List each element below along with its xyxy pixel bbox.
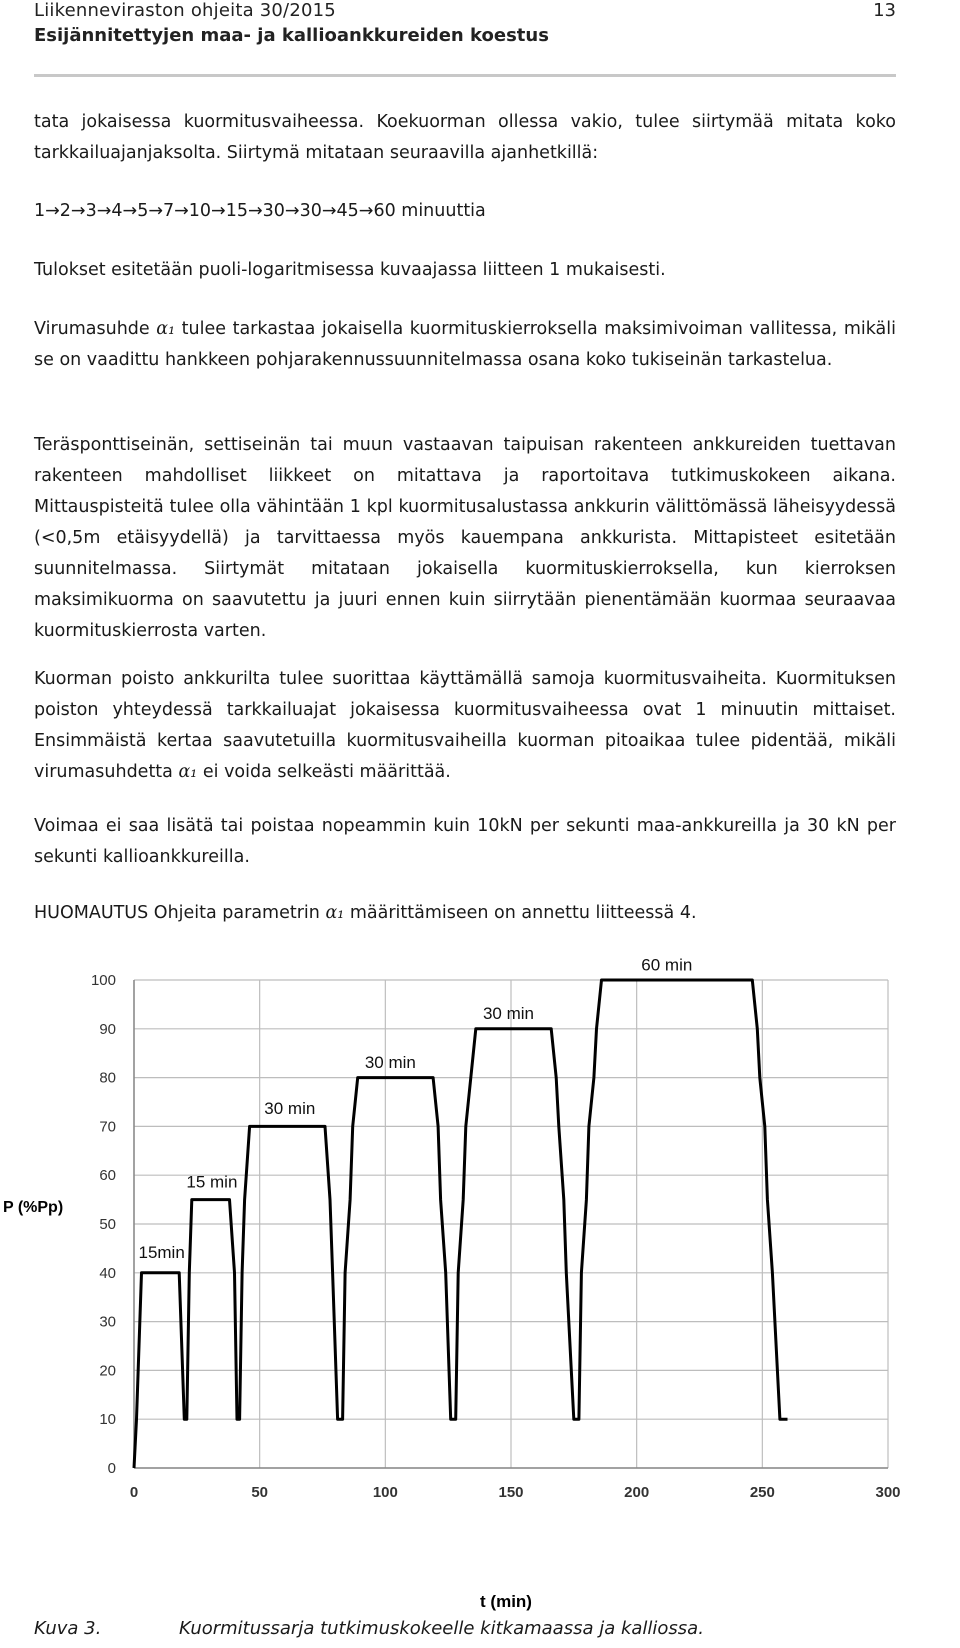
- y-tick-label: 80: [99, 1069, 116, 1087]
- header-divider: [34, 74, 896, 77]
- measurement-times: 1→2→3→4→5→7→10→15→30→30→45→60 minuuttia: [34, 201, 486, 221]
- y-tick-label: 100: [90, 972, 116, 989]
- alpha-symbol: α₁: [156, 319, 176, 339]
- page-number: 13: [873, 0, 896, 21]
- hold-time-label: 30 min: [364, 1052, 416, 1072]
- paragraph-6-text: [34, 664, 896, 788]
- alpha-symbol: α₁: [178, 762, 198, 782]
- paragraph-6: [34, 664, 896, 788]
- paragraph-7-text: Voimaa ei saa lisätä tai poistaa nopeammin kuin 10kN per sekunti maa-ankkureilla ja 30 kN per sekunti kallioankkureilla.: [34, 816, 896, 867]
- load-cycle-chart: [0, 955, 960, 1630]
- paragraph-7: [34, 811, 896, 873]
- x-axis-label: t (min): [480, 1592, 532, 1611]
- figure-caption-text: Kuormitussarja tutkimuskokeelle kitkamaassa ja kalliossa.: [179, 1618, 704, 1639]
- y-axis-label: P (%Pp): [3, 1199, 64, 1216]
- chart-svg: [0, 955, 960, 1630]
- paragraph-4-text: [34, 314, 896, 376]
- hold-time-label: 30 min: [482, 1004, 535, 1024]
- y-tick-label: 70: [99, 1118, 116, 1136]
- paragraph-4-rest: tulee tarkastaa jokaisella kuormituskierroksella maksimivoiman vallitessa, mikäli se on vaadittu hankkeen pohjarakennussuunnitelmassa osana koko tukiseinän tarkastelua.: [34, 319, 896, 370]
- x-tick-label: 200: [624, 1484, 650, 1501]
- x-tick-label: 0: [129, 1484, 139, 1501]
- chart-axes: [91, 972, 901, 1501]
- x-tick-label: 50: [251, 1484, 269, 1501]
- paragraph-1-text: tata jokaisessa kuormitusvaiheessa. Koekuorman ollessa vakio, tulee siirtymää mitata koko tarkkailuajanjaksolta. Siirtymä mitataan seuraavilla ajanhetkillä:: [34, 112, 896, 163]
- page-header: [34, 0, 896, 46]
- figure-caption: [34, 1618, 704, 1639]
- paragraph-3: [34, 255, 896, 286]
- document-title: Esijännitettyjen maa- ja kallioankkureiden koestus: [34, 25, 549, 46]
- hold-time-label: 60 min: [641, 955, 693, 975]
- chart-grid: [134, 980, 888, 1468]
- y-tick-label: 50: [99, 1216, 116, 1233]
- hold-time-label: 30 min: [264, 1099, 316, 1119]
- chart-annotations: [138, 955, 692, 1262]
- publication-title: Liikenneviraston ohjeita 30/2015: [34, 0, 336, 21]
- x-tick-label: 150: [498, 1484, 524, 1501]
- paragraph-5-text: Teräsponttiseinän, settiseinän tai muun vastaavan taipuisan rakenteen ankkureiden tuettavan rakenteen mahdolliset liikkeet on mitattava ja raportoitava tutkimuskokeen aikana. Mittauspisteitä tulee olla vähintään 1 kpl kuormitusalustassa ankkurin välittömässä läheisyydessä (<0,5m etäisyydellä) ja tarvittaessa myös kauempana ankkurista. Mittapisteet esitetään suunnitelmassa. Siirtymät mitataan jokaisella kuormituskierroksella, kun kierroksen maksimikuorma on saavutettu ja juuri ennen kuin siirrytään pienentämään kuormaa seuraavaa kuormituskierrosta varten.: [34, 435, 896, 641]
- y-tick-label: 10: [99, 1411, 116, 1429]
- note-text: [34, 898, 896, 929]
- x-tick-label: 300: [875, 1484, 901, 1501]
- y-tick-label: 20: [99, 1362, 116, 1380]
- paragraph-8: [34, 898, 896, 929]
- y-tick-label: 40: [99, 1264, 116, 1282]
- paragraph-1: [34, 107, 896, 169]
- paragraph-4-lead: Virumasuhde: [34, 319, 157, 339]
- y-tick-label: 0: [107, 1460, 116, 1477]
- alpha-symbol: α₁: [325, 903, 345, 923]
- x-tick-label: 250: [749, 1484, 775, 1501]
- paragraph-4: [34, 314, 896, 376]
- y-tick-label: 30: [99, 1313, 116, 1331]
- paragraph-3-text: Tulokset esitetään puoli-logaritmisessa kuvaajassa liitteen 1 mukaisesti.: [34, 260, 666, 280]
- note-lead: HUOMAUTUS Ohjeita parametrin: [34, 903, 326, 923]
- hold-time-label: 15 min: [186, 1172, 238, 1192]
- x-tick-label: 100: [372, 1484, 398, 1501]
- note-rest: määrittämiseen on annettu liitteessä 4.: [344, 903, 697, 923]
- y-tick-label: 60: [99, 1167, 116, 1185]
- figure-label: Kuva 3.: [34, 1618, 102, 1639]
- paragraph-2: [34, 196, 896, 227]
- paragraph-5: [34, 430, 896, 647]
- paragraph-6-rest: ei voida selkeästi määrittää.: [197, 762, 451, 782]
- y-tick-label: 90: [99, 1020, 116, 1038]
- paragraph-6-lead: Kuorman poisto ankkurilta tulee suorittaa käyttämällä samoja kuormitusvaiheita. Kuormituksen poiston yhteydessä tarkkailuajat jokaisessa kuormitusvaiheessa ovat 1 minuutin mittaiset. Ensimmäistä kertaa saavutetuilla kuormitusvaiheilla kuorman pitoaikaa tulee pidentää, mikäli virumasuhdetta: [34, 669, 896, 782]
- hold-time-label: 15min: [138, 1243, 185, 1263]
